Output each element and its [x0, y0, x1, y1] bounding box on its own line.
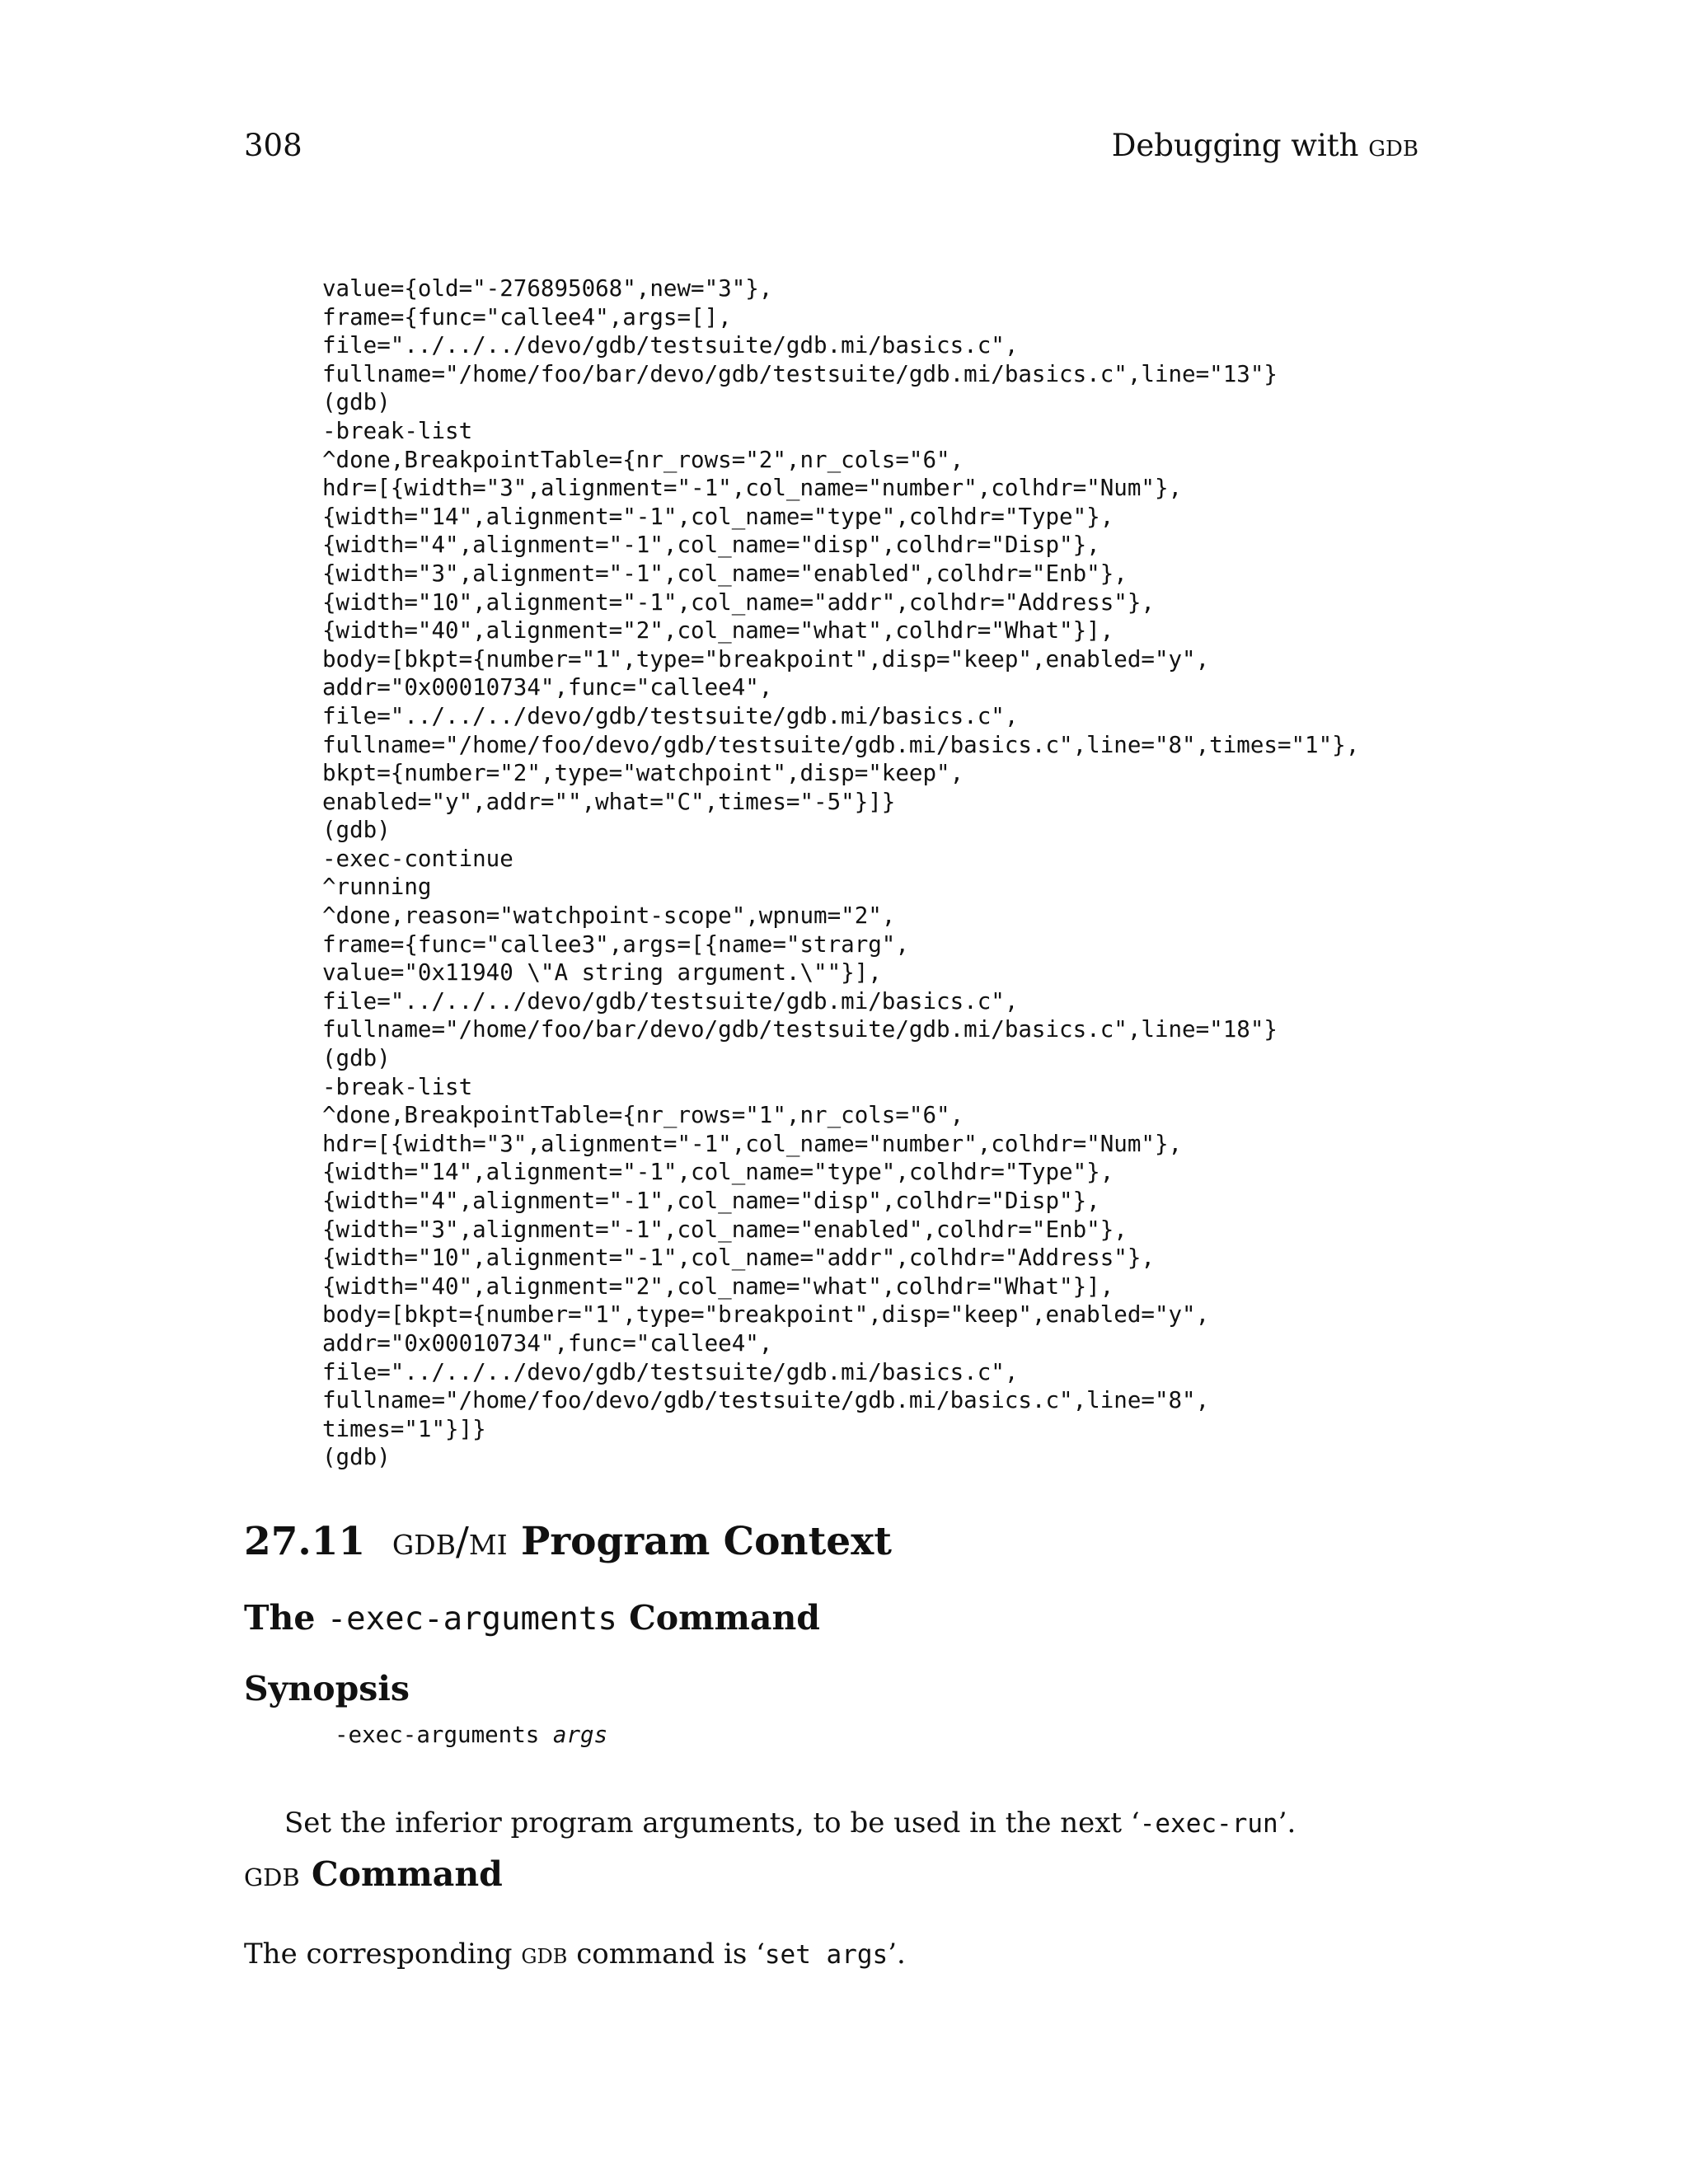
gdb-command-end: ’. — [888, 1938, 906, 1971]
code-line: enabled="y",addr="",what="C",times="-5"}]} — [322, 788, 896, 815]
code-line: {width="3",alignment="-1",col_name="enabled",colhdr="Enb"}, — [322, 1216, 1128, 1243]
synopsis-code — [335, 1722, 607, 1748]
code-line: (gdb) — [322, 1444, 391, 1471]
code-line: frame={func="callee3",args=[{name="strarg", — [322, 930, 909, 958]
gdb-command-heading — [244, 1854, 503, 1894]
section-gdb-mi: gdb/mi — [392, 1519, 508, 1564]
code-line: file="../../../devo/gdb/testsuite/gdb.mi/basics.c", — [322, 332, 1019, 359]
synopsis-arg: args — [552, 1722, 608, 1748]
code-line: ^done,reason="watchpoint-scope",wpnum="2", — [322, 902, 896, 930]
code-line: fullname="/home/foo/bar/devo/gdb/testsuite/gdb.mi/basics.c",line="13"} — [322, 360, 1278, 387]
code-line: times="1"}]} — [322, 1415, 486, 1442]
code-line: (gdb) — [322, 389, 391, 416]
page-number: 308 — [244, 128, 302, 163]
code-line: hdr=[{width="3",alignment="-1",col_name="number",colhdr="Num"}, — [322, 475, 1183, 502]
section-number: 27.11 — [244, 1519, 366, 1564]
code-line: frame={func="callee4",args=[], — [322, 303, 732, 330]
running-header — [1112, 128, 1418, 163]
code-line: {width="14",alignment="-1",col_name="type",colhdr="Type"}, — [322, 503, 1114, 530]
code-line: addr="0x00010734",func="callee4", — [322, 1329, 773, 1357]
code-line: body=[bkpt={number="1",type="breakpoint",disp="keep",enabled="y", — [322, 645, 1210, 673]
code-line: ^done,BreakpointTable={nr_rows="1",nr_cols="6", — [322, 1102, 964, 1129]
code-line: (gdb) — [322, 817, 391, 844]
code-line: file="../../../devo/gdb/testsuite/gdb.mi/basics.c", — [322, 1358, 1019, 1385]
running-header-gdb: gdb — [1368, 128, 1418, 163]
code-line: file="../../../devo/gdb/testsuite/gdb.mi/basics.c", — [322, 702, 1019, 729]
code-line: ^running — [322, 874, 432, 901]
gdb-command-code: set args — [764, 1940, 889, 1970]
description-text: Set the inferior program arguments, to be used in the next ‘ — [284, 1807, 1140, 1840]
gdb-command-text: The corresponding — [244, 1938, 522, 1971]
code-line: {width="4",alignment="-1",col_name="disp",colhdr="Disp"}, — [322, 532, 1100, 559]
code-line: fullname="/home/foo/bar/devo/gdb/testsuite/gdb.mi/basics.c",line="18"} — [322, 1016, 1278, 1043]
code-line: (gdb) — [322, 1045, 391, 1072]
code-line: {width="3",alignment="-1",col_name="enabled",colhdr="Enb"}, — [322, 560, 1128, 587]
code-line: {width="4",alignment="-1",col_name="disp",colhdr="Disp"}, — [322, 1188, 1100, 1214]
description-end: ’. — [1278, 1807, 1296, 1840]
gdb-command-middle: command is ‘ — [567, 1938, 765, 1971]
synopsis-heading: Synopsis — [244, 1669, 410, 1708]
subsection-prefix: The — [244, 1598, 327, 1638]
code-line: {width="10",alignment="-1",col_name="addr",colhdr="Address"}, — [322, 1244, 1155, 1272]
gdb-command-sc: gdb — [244, 1854, 300, 1894]
description-paragraph — [284, 1807, 1296, 1840]
subsection-command: -exec-arguments — [326, 1601, 617, 1638]
description-code: -exec-run — [1139, 1809, 1278, 1839]
code-line: -exec-continue — [322, 845, 513, 872]
code-line: {width="10",alignment="-1",col_name="addr",colhdr="Address"}, — [322, 588, 1155, 616]
running-header-text: Debugging with — [1111, 128, 1369, 163]
code-line: value="0x11940 \"A string argument.\""}], — [322, 959, 882, 987]
code-line: file="../../../devo/gdb/testsuite/gdb.mi/basics.c", — [322, 987, 1019, 1015]
code-line: {width="40",alignment="2",col_name="what",colhdr="What"}], — [322, 617, 1114, 644]
subsection-heading — [244, 1598, 820, 1638]
subsection-suffix: Command — [617, 1598, 820, 1638]
section-heading — [244, 1519, 892, 1564]
gdb-command-paragraph — [244, 1938, 906, 1971]
synopsis-command: -exec-arguments — [335, 1722, 553, 1748]
code-example — [322, 274, 1359, 1472]
code-line: ^done,BreakpointTable={nr_rows="2",nr_cols="6", — [322, 446, 964, 473]
section-title: Program Context — [521, 1519, 892, 1564]
gdb-command-gdb: gdb — [521, 1938, 568, 1971]
code-line: -break-list — [322, 1073, 473, 1100]
code-line: fullname="/home/foo/devo/gdb/testsuite/gdb.mi/basics.c",line="8", — [322, 1387, 1210, 1414]
code-line: bkpt={number="2",type="watchpoint",disp="keep", — [322, 760, 964, 787]
code-line: -break-list — [322, 417, 473, 444]
gdb-command-title: Command — [299, 1854, 503, 1894]
code-line: body=[bkpt={number="1",type="breakpoint",disp="keep",enabled="y", — [322, 1301, 1210, 1329]
code-line: fullname="/home/foo/devo/gdb/testsuite/gdb.mi/basics.c",line="8",times="1"}, — [322, 731, 1360, 758]
code-line: value={old="-276895068",new="3"}, — [322, 275, 773, 302]
code-line: addr="0x00010734",func="callee4", — [322, 674, 773, 701]
code-line: {width="40",alignment="2",col_name="what",colhdr="What"}], — [322, 1272, 1114, 1300]
code-line: hdr=[{width="3",alignment="-1",col_name="number",colhdr="Num"}, — [322, 1130, 1183, 1157]
code-line: {width="14",alignment="-1",col_name="type",colhdr="Type"}, — [322, 1159, 1114, 1186]
